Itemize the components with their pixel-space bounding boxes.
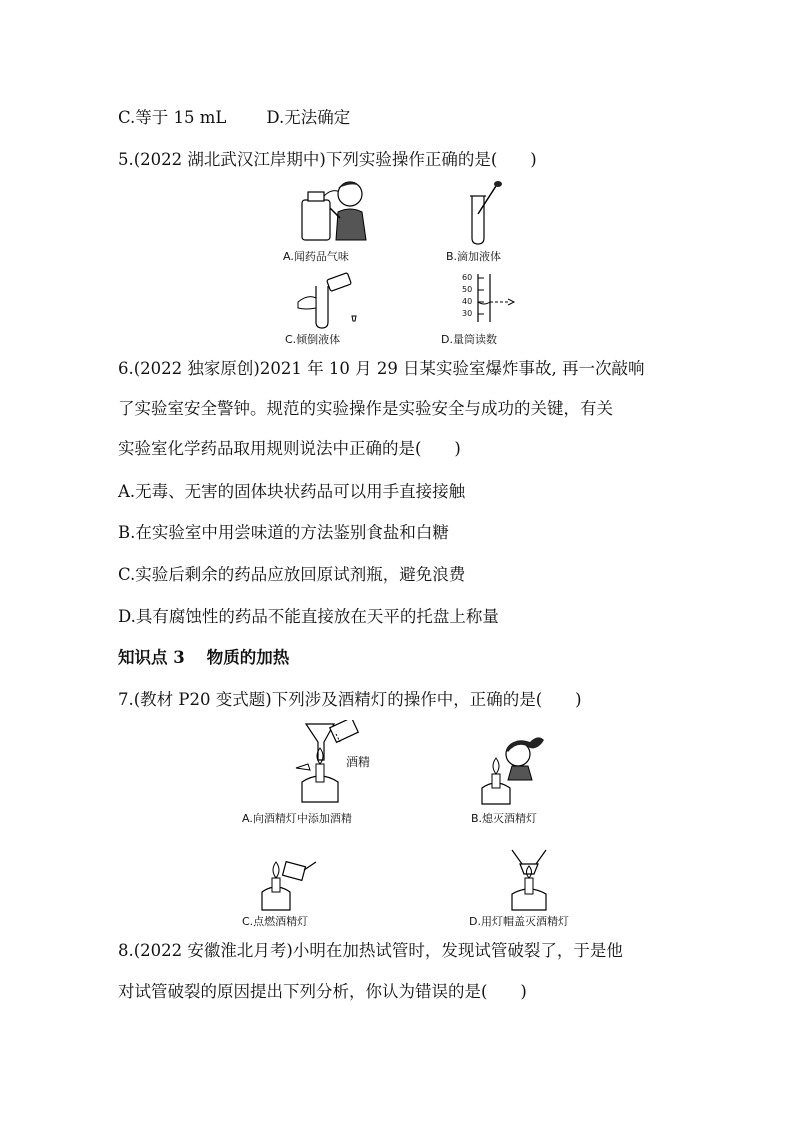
q5-scale-tick: 60 (462, 273, 473, 282)
q6-stem-line: 6.(2022 独家原创)2021 年 10 月 29 日某实验室爆炸事故, 再一次敲响 (118, 359, 645, 378)
q8-stem-line: 对试管破裂的原因提出下列分析，你认为错误的是( ) (118, 982, 527, 1001)
q6-option-c: C.实验后剩余的药品应放回原试剂瓶，避免浪费 (118, 565, 466, 584)
q7-figure-b-blow-out (468, 730, 548, 806)
q7-caption-b: B.熄灭酒精灯 (471, 812, 538, 825)
q7-figure-label: 酒精 (346, 755, 371, 769)
q5-caption-c: C.倾倒液体 (285, 333, 341, 346)
section-label: 知识点 3 (118, 648, 185, 667)
q7-caption-c: C.点燃酒精灯 (242, 915, 309, 928)
q4-options (118, 107, 684, 129)
q5-figure-d-cylinder (452, 272, 520, 324)
q5-scale-tick: 50 (462, 285, 473, 294)
q7-caption-d: D.用灯帽盖灭酒精灯 (469, 915, 569, 928)
q7-figure-c-light (258, 852, 322, 912)
q5-caption-a: A.闻药品气味 (283, 250, 349, 263)
q6-stem-line: 了实验室安全警钟。规范的实验操作是实验安全与成功的关键，有关 (118, 399, 613, 418)
q4-option-d: D.无法确定 (266, 108, 351, 127)
q6-option-a: A.无毒、无害的固体块状药品可以用手直接接触 (118, 482, 466, 501)
q5-figure-c-pour (294, 272, 366, 330)
q6-option-d: D.具有腐蚀性的药品不能直接放在天平的托盘上称量 (118, 607, 499, 626)
q7-figure-d-cap (504, 846, 554, 912)
q5-stem: 5.(2022 湖北武汉江岸期中)下列实验操作正确的是( ) (118, 150, 537, 169)
q5-scale-tick: 40 (462, 297, 473, 306)
q7-stem: 7.(教材 P20 变式题)下列涉及酒精灯的操作中，正确的是( ) (118, 690, 582, 709)
q8-stem-line: 8.(2022 安徽淮北月考)小明在加热试管时，发现试管破裂了，于是他 (118, 941, 623, 960)
q7-caption-a: A.向酒精灯中添加酒精 (242, 812, 352, 825)
q5-figure-b-dropper (462, 180, 512, 246)
q5-scale-tick: 30 (462, 309, 473, 318)
q4-option-c: C.等于 15 mL (118, 108, 227, 127)
section-heading (118, 647, 684, 669)
q6-stem-line: 实验室化学药品取用规则说法中正确的是( ) (118, 439, 461, 458)
section-title: 物质的加热 (206, 648, 290, 667)
q6-option-b: B.在实验室中用尝味道的方法鉴别食盐和白糖 (118, 523, 449, 542)
q5-figure-a-smell (296, 176, 376, 244)
q5-caption-b: B.滴加液体 (446, 250, 502, 263)
q5-caption-d: D.量筒读数 (441, 333, 497, 346)
